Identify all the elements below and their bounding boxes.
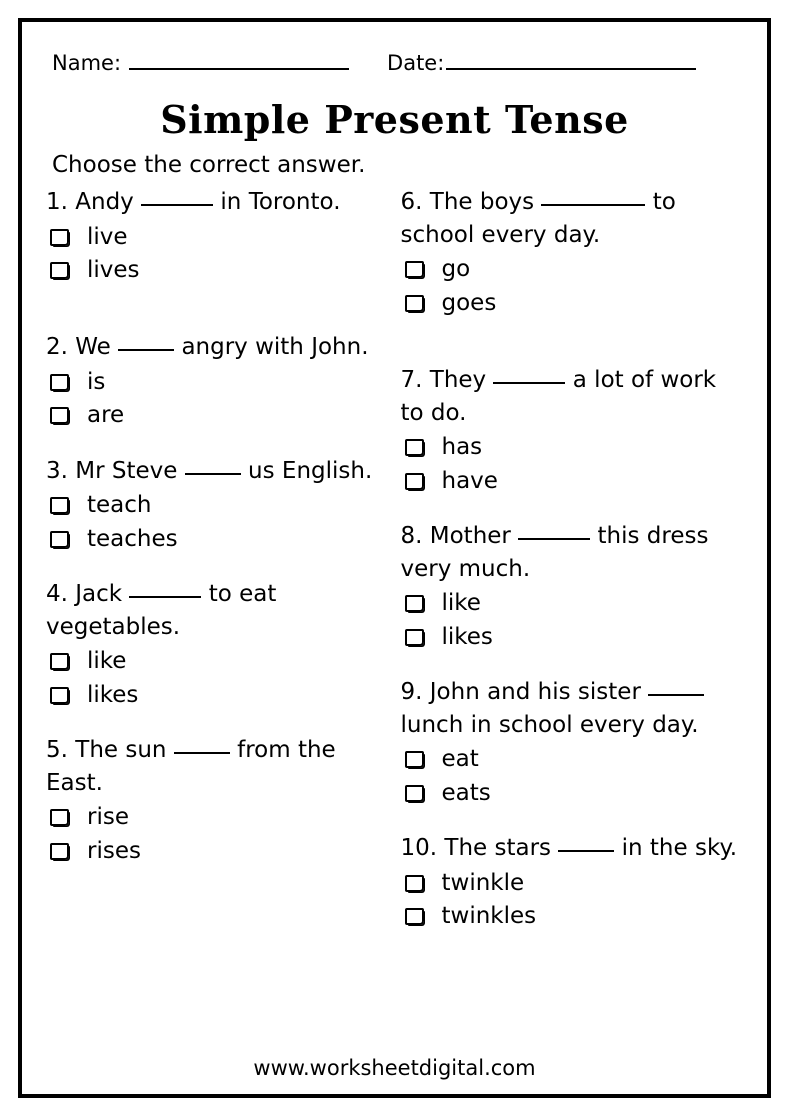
answer-option[interactable]: [50, 399, 381, 432]
answer-option[interactable]: [50, 801, 381, 834]
answer-option-label: eat: [441, 746, 479, 773]
page-title: Simple Present Tense: [160, 97, 629, 142]
question-text: [46, 455, 381, 488]
answer-option-label: go: [441, 256, 471, 283]
footer-website: www.worksheetdigital.com: [253, 1056, 536, 1080]
question-spacer: [401, 330, 744, 364]
question-item: [46, 734, 381, 868]
answer-option[interactable]: [50, 254, 381, 287]
question-suffix: to school every day.: [400, 189, 676, 248]
answer-option[interactable]: [50, 366, 381, 399]
question-suffix: a lot of work to do.: [400, 367, 717, 426]
questions-column-left: [46, 186, 395, 955]
checkbox-icon[interactable]: [405, 751, 424, 768]
checkbox-icon[interactable]: [50, 653, 69, 670]
question-suffix: to eat vegetables.: [46, 581, 277, 640]
answer-option-label: teaches: [87, 525, 178, 552]
question-suffix: lunch in school every day.: [400, 711, 699, 738]
checkbox-icon[interactable]: [50, 843, 69, 860]
answer-option-label: lives: [87, 257, 140, 283]
question-spacer: [46, 297, 381, 331]
answer-option-label: eats: [441, 779, 491, 806]
answer-option-label: goes: [441, 289, 497, 316]
question-item: [46, 578, 381, 712]
question-number: 1.: [46, 189, 68, 215]
answer-option[interactable]: [405, 621, 744, 654]
question-number: 8.: [400, 523, 423, 549]
answer-option-label: twinkles: [441, 903, 537, 929]
questions-column-right: [395, 186, 744, 955]
question-text: [46, 186, 381, 219]
checkbox-icon[interactable]: [405, 875, 424, 892]
checkbox-icon[interactable]: [50, 407, 69, 424]
answer-option-label: have: [441, 467, 498, 494]
instruction-text: Choose the correct answer.: [52, 152, 366, 178]
answer-option-label: likes: [87, 681, 139, 708]
question-suffix: in the sky.: [621, 835, 738, 861]
checkbox-icon[interactable]: [405, 439, 424, 456]
answer-option[interactable]: [405, 253, 744, 286]
answer-option-label: are: [87, 402, 125, 429]
answer-blank[interactable]: [141, 204, 213, 206]
question-item: [401, 186, 744, 320]
question-suffix: this dress very much.: [400, 523, 709, 582]
question-text: [46, 331, 381, 364]
answer-blank[interactable]: [118, 349, 174, 351]
checkbox-icon[interactable]: [50, 531, 69, 548]
answer-blank[interactable]: [174, 752, 230, 754]
question-spacer: [46, 722, 381, 734]
answer-option[interactable]: [405, 587, 744, 620]
checkbox-icon[interactable]: [50, 262, 69, 279]
question-prefix: The stars: [444, 835, 552, 861]
checkbox-icon[interactable]: [405, 295, 424, 312]
date-label: Date:: [387, 51, 445, 75]
question-number: 2.: [46, 334, 68, 361]
question-prefix: Andy: [75, 189, 134, 215]
question-number: 5.: [46, 737, 68, 764]
answer-option[interactable]: [50, 221, 381, 254]
question-suffix: from the East.: [46, 737, 336, 796]
question-text: [401, 364, 744, 429]
checkbox-icon[interactable]: [50, 229, 69, 246]
answer-option[interactable]: [50, 523, 381, 556]
question-number: 6.: [400, 189, 423, 215]
date-write-line[interactable]: [446, 50, 696, 70]
question-text: [46, 734, 381, 799]
question-item: [401, 676, 744, 810]
answer-option[interactable]: [405, 465, 744, 498]
question-item: [46, 455, 381, 556]
question-text: [401, 186, 744, 251]
questions-columns: [46, 186, 743, 955]
answer-option[interactable]: [50, 835, 381, 868]
checkbox-icon[interactable]: [405, 595, 424, 612]
question-prefix: They: [429, 367, 487, 393]
answer-option-label: live: [87, 223, 128, 250]
answer-option-label: rise: [87, 804, 129, 831]
answer-option[interactable]: [405, 777, 744, 810]
checkbox-icon[interactable]: [405, 261, 424, 278]
answer-blank[interactable]: [185, 473, 241, 475]
checkbox-icon[interactable]: [405, 785, 424, 802]
answer-option[interactable]: [50, 645, 381, 678]
question-number: 9.: [400, 679, 423, 705]
question-spacer: [401, 508, 744, 520]
question-text: [401, 676, 744, 741]
question-prefix: Mr Steve: [75, 457, 178, 484]
question-spacer: [401, 664, 744, 676]
answer-option[interactable]: [405, 431, 744, 464]
question-text: [401, 520, 744, 585]
question-item: [46, 186, 381, 287]
answer-blank[interactable]: [493, 382, 565, 384]
answer-blank[interactable]: [648, 694, 704, 696]
question-prefix: The sun: [75, 737, 167, 764]
name-write-line[interactable]: [129, 50, 349, 70]
question-number: 7.: [400, 367, 423, 393]
answer-option[interactable]: [405, 900, 744, 933]
checkbox-icon[interactable]: [405, 908, 424, 925]
answer-option-label: rises: [87, 837, 141, 864]
answer-option-label: twinkle: [441, 869, 525, 896]
answer-option[interactable]: [50, 679, 381, 712]
checkbox-icon[interactable]: [50, 687, 69, 704]
question-spacer: [46, 443, 381, 455]
question-suffix: us English.: [248, 457, 373, 484]
checkbox-icon[interactable]: [50, 374, 69, 391]
question-number: 4.: [46, 581, 68, 608]
question-number: 3.: [46, 457, 68, 484]
answer-option-label: is: [87, 369, 106, 395]
name-label: Name:: [52, 51, 122, 75]
checkbox-icon[interactable]: [405, 629, 424, 646]
question-item: [401, 364, 744, 498]
answer-option-label: likes: [441, 623, 493, 650]
question-spacer: [46, 566, 381, 578]
answer-option[interactable]: [405, 867, 744, 900]
answer-blank[interactable]: [518, 538, 590, 540]
question-prefix: The boys: [429, 189, 535, 215]
checkbox-icon[interactable]: [405, 473, 424, 490]
question-prefix: John and his sister: [429, 679, 641, 705]
answer-option[interactable]: [50, 489, 381, 522]
answer-option-label: has: [441, 434, 483, 461]
question-text: [401, 832, 744, 865]
answer-option-label: like: [441, 590, 481, 617]
answer-blank[interactable]: [129, 596, 201, 598]
question-number: 10.: [400, 835, 438, 861]
name-date-row: [46, 50, 743, 75]
answer-option[interactable]: [405, 743, 744, 776]
answer-option[interactable]: [405, 287, 744, 320]
answer-option-label: like: [87, 648, 127, 675]
checkbox-icon[interactable]: [50, 497, 69, 514]
checkbox-icon[interactable]: [50, 809, 69, 826]
question-prefix: Mother: [429, 523, 511, 549]
question-item: [401, 520, 744, 654]
question-suffix: in Toronto.: [220, 189, 341, 215]
answer-blank[interactable]: [541, 204, 645, 206]
worksheet-page: [18, 18, 771, 1098]
question-item: [401, 832, 744, 933]
question-spacer: [401, 943, 744, 955]
question-item: [46, 331, 381, 432]
answer-blank[interactable]: [558, 850, 614, 852]
question-text: [46, 578, 381, 643]
question-suffix: angry with John.: [181, 334, 369, 361]
question-prefix: Jack: [75, 581, 123, 608]
question-spacer: [46, 878, 381, 890]
answer-option-label: teach: [87, 492, 152, 519]
question-prefix: We: [75, 334, 111, 361]
question-spacer: [401, 820, 744, 832]
